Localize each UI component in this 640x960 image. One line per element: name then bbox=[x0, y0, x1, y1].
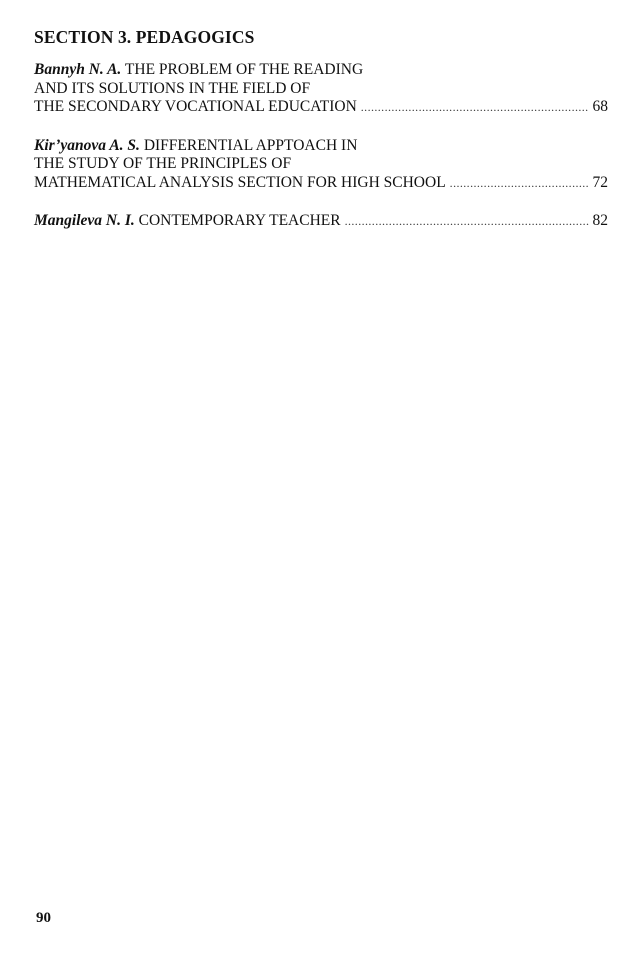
entry-last-line bbox=[34, 98, 608, 117]
entry-last-line bbox=[34, 174, 608, 193]
entry-author: Bannyh N. A. bbox=[34, 61, 122, 78]
entry-title-line: MATHEMATICAL ANALYSIS SECTION FOR HIGH SCHOOL bbox=[34, 173, 446, 191]
toc-entry-bannyh[interactable] bbox=[34, 61, 608, 117]
entry-page-number: 68 bbox=[592, 98, 608, 115]
table-of-contents bbox=[34, 26, 608, 251]
dot-leader bbox=[450, 174, 589, 193]
entry-title-line: THE STUDY OF THE PRINCIPLES OF bbox=[34, 155, 292, 172]
entry-first-line bbox=[34, 61, 608, 80]
entry-title-line: AND ITS SOLUTIONS IN THE FIELD OF bbox=[34, 79, 311, 97]
entry-author: Mangileva N. I. bbox=[34, 212, 135, 229]
entry-title-line: THE PROBLEM OF THE READING bbox=[124, 61, 364, 78]
entry-page-number: 72 bbox=[592, 173, 608, 191]
toc-entry-kiryanova[interactable] bbox=[34, 137, 608, 193]
entry-title-line: CONTEMPORARY TEACHER bbox=[138, 212, 341, 229]
page-number: 90 bbox=[36, 910, 51, 926]
entry-last-line bbox=[34, 212, 608, 231]
entry-author: Kir’yanova A. S. bbox=[34, 136, 140, 154]
entry-page-number: 82 bbox=[592, 212, 608, 229]
dot-leader bbox=[345, 212, 589, 231]
dot-leader bbox=[361, 98, 589, 117]
entry-first-line bbox=[34, 137, 608, 156]
section-heading: SECTION 3. PEDAGOGICS bbox=[34, 27, 255, 47]
entry-title-line: DIFFERENTIAL APPTOACH IN bbox=[143, 136, 358, 154]
entry-title-line: THE SECONDARY VOCATIONAL EDUCATION bbox=[34, 98, 357, 115]
toc-entry-mangileva[interactable] bbox=[34, 212, 608, 231]
entry-first-line bbox=[34, 212, 341, 231]
